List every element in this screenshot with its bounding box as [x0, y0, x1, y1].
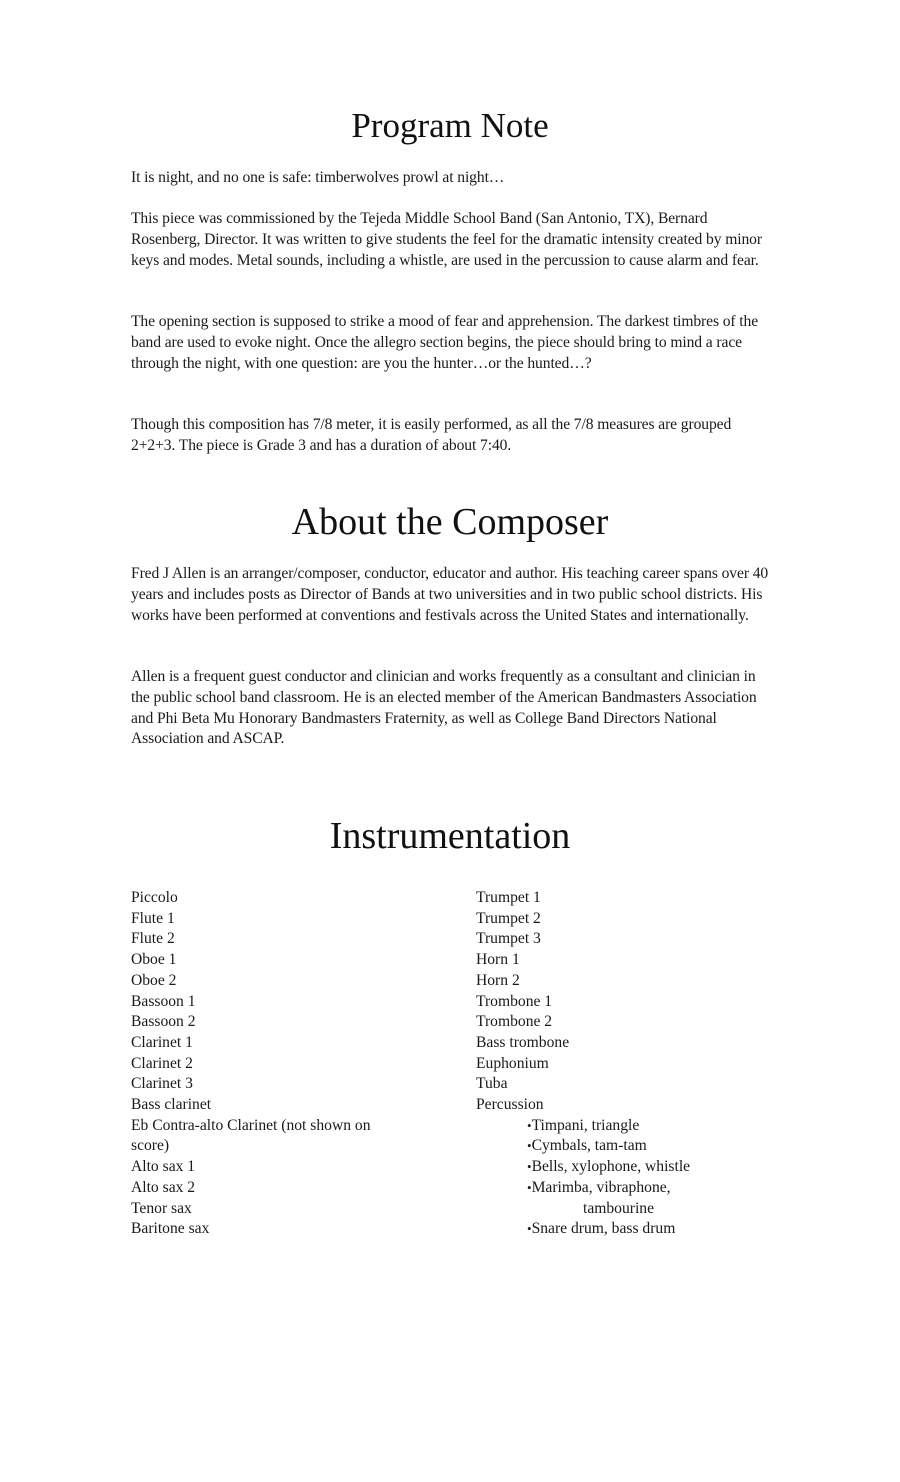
instrument-item: Bassoon 1 [131, 992, 196, 1010]
instrument-item: Oboe 1 [131, 951, 177, 969]
instrument-item: Piccolo [131, 889, 178, 906]
about-composer-paragraph-1: Fred J Allen is an arranger/composer, conductor, educator and author. His teaching career spans over 40 years and includes posts as Director of Bands at two universities and in two public school districts. His works have been performed at conventions and festivals across the United States and internationally. [131, 565, 769, 624]
instrument-item: Tenor sax [131, 1199, 192, 1217]
percussion-item [476, 1157, 776, 1178]
instrument-item: Trombone 2 [476, 1013, 553, 1031]
instrument-item: Horn 2 [476, 971, 520, 989]
instrument-item: Trumpet 3 [476, 930, 541, 948]
instrument-item: Trumpet 1 [476, 889, 541, 906]
percussion-item [476, 1178, 776, 1199]
instrument-item: Alto sax 1 [131, 1158, 196, 1176]
percussion-item-label: Marimba, vibraphone, [531, 1178, 671, 1196]
instrument-item: Clarinet 1 [131, 1033, 193, 1051]
instrument-item: Tuba [476, 1075, 508, 1093]
instrument-item: Clarinet 2 [131, 1054, 193, 1072]
percussion-item [476, 1136, 776, 1157]
bullet-icon: • [527, 1159, 532, 1175]
instrument-item: Trumpet 2 [476, 909, 541, 927]
program-note-paragraph-4: Though this composition has 7/8 meter, it is easily performed, as all the 7/8 measures are grouped 2+2+3. The piece is Grade 3 and has a duration of about 7:40. [131, 416, 732, 454]
instrument-item: Bassoon 2 [131, 1013, 196, 1031]
instrument-item: Flute 1 [131, 909, 175, 927]
instrument-item-percussion: Percussion [476, 1096, 544, 1114]
program-note-title: Program Note [351, 106, 549, 145]
instrument-item: Trombone 1 [476, 992, 553, 1010]
about-composer-title: About the Composer [291, 501, 609, 543]
instrument-item-continuation: score) [131, 1137, 170, 1155]
percussion-item [476, 1219, 776, 1240]
about-composer-paragraph-2: Allen is a frequent guest conductor and clinician and works frequently as a consultant and clinician in the public school band classroom. He is an elected member of the American Bandmasters Association and Phi Beta Mu Honorary Bandmasters Fraternity, as well as College Band Directors National Association and ASCAP. [131, 668, 757, 748]
instrument-list-right [476, 888, 776, 1240]
program-note-paragraph-3: The opening section is supposed to strike a mood of fear and apprehension. The darkest timbres of the band are used to evoke night. Once the allegro section begins, the piece should bring to mind a race through the night, with one question: are you the hunter…or the hunted…? [131, 313, 759, 372]
instrument-item: Euphonium [476, 1054, 549, 1072]
bullet-icon: • [527, 1117, 532, 1133]
instrument-item: Horn 1 [476, 951, 520, 969]
instrument-item: Bass clarinet [131, 1096, 212, 1114]
instrument-item: Baritone sax [131, 1220, 210, 1238]
instrument-item: Oboe 2 [131, 971, 177, 989]
program-note-paragraph-2: This piece was commissioned by the Tejeda Middle School Band (San Antonio, TX), Bernard Rosenberg, Director. It was written to give students the feel for the dramatic intensity created by minor keys and modes. Metal sounds, including a whistle, are used in the percussion to cause alarm and fear. [131, 210, 762, 269]
instrumentation-title: Instrumentation [329, 815, 571, 857]
program-note-paragraph-1: It is night, and no one is safe: timberwolves prowl at night… [131, 169, 505, 186]
instrument-item: Clarinet 3 [131, 1075, 193, 1093]
instrument-item: Flute 2 [131, 930, 175, 948]
instrument-list-left [131, 888, 431, 1240]
bullet-icon: • [527, 1179, 532, 1195]
percussion-item-label: Bells, xylophone, whistle [531, 1158, 691, 1176]
instrument-item: Eb Contra-alto Clarinet (not shown on [131, 1116, 371, 1134]
percussion-item-label: Timpani, triangle [531, 1116, 640, 1134]
percussion-item-label: Snare drum, bass drum [531, 1220, 676, 1238]
percussion-item-continuation: tambourine [583, 1199, 655, 1217]
percussion-item-label: Cymbals, tam-tam [531, 1137, 647, 1155]
bullet-icon: • [527, 1138, 532, 1154]
bullet-icon: • [527, 1221, 532, 1237]
instrument-item: Bass trombone [476, 1033, 570, 1051]
percussion-item [476, 1116, 776, 1137]
instrument-item: Alto sax 2 [131, 1178, 196, 1196]
